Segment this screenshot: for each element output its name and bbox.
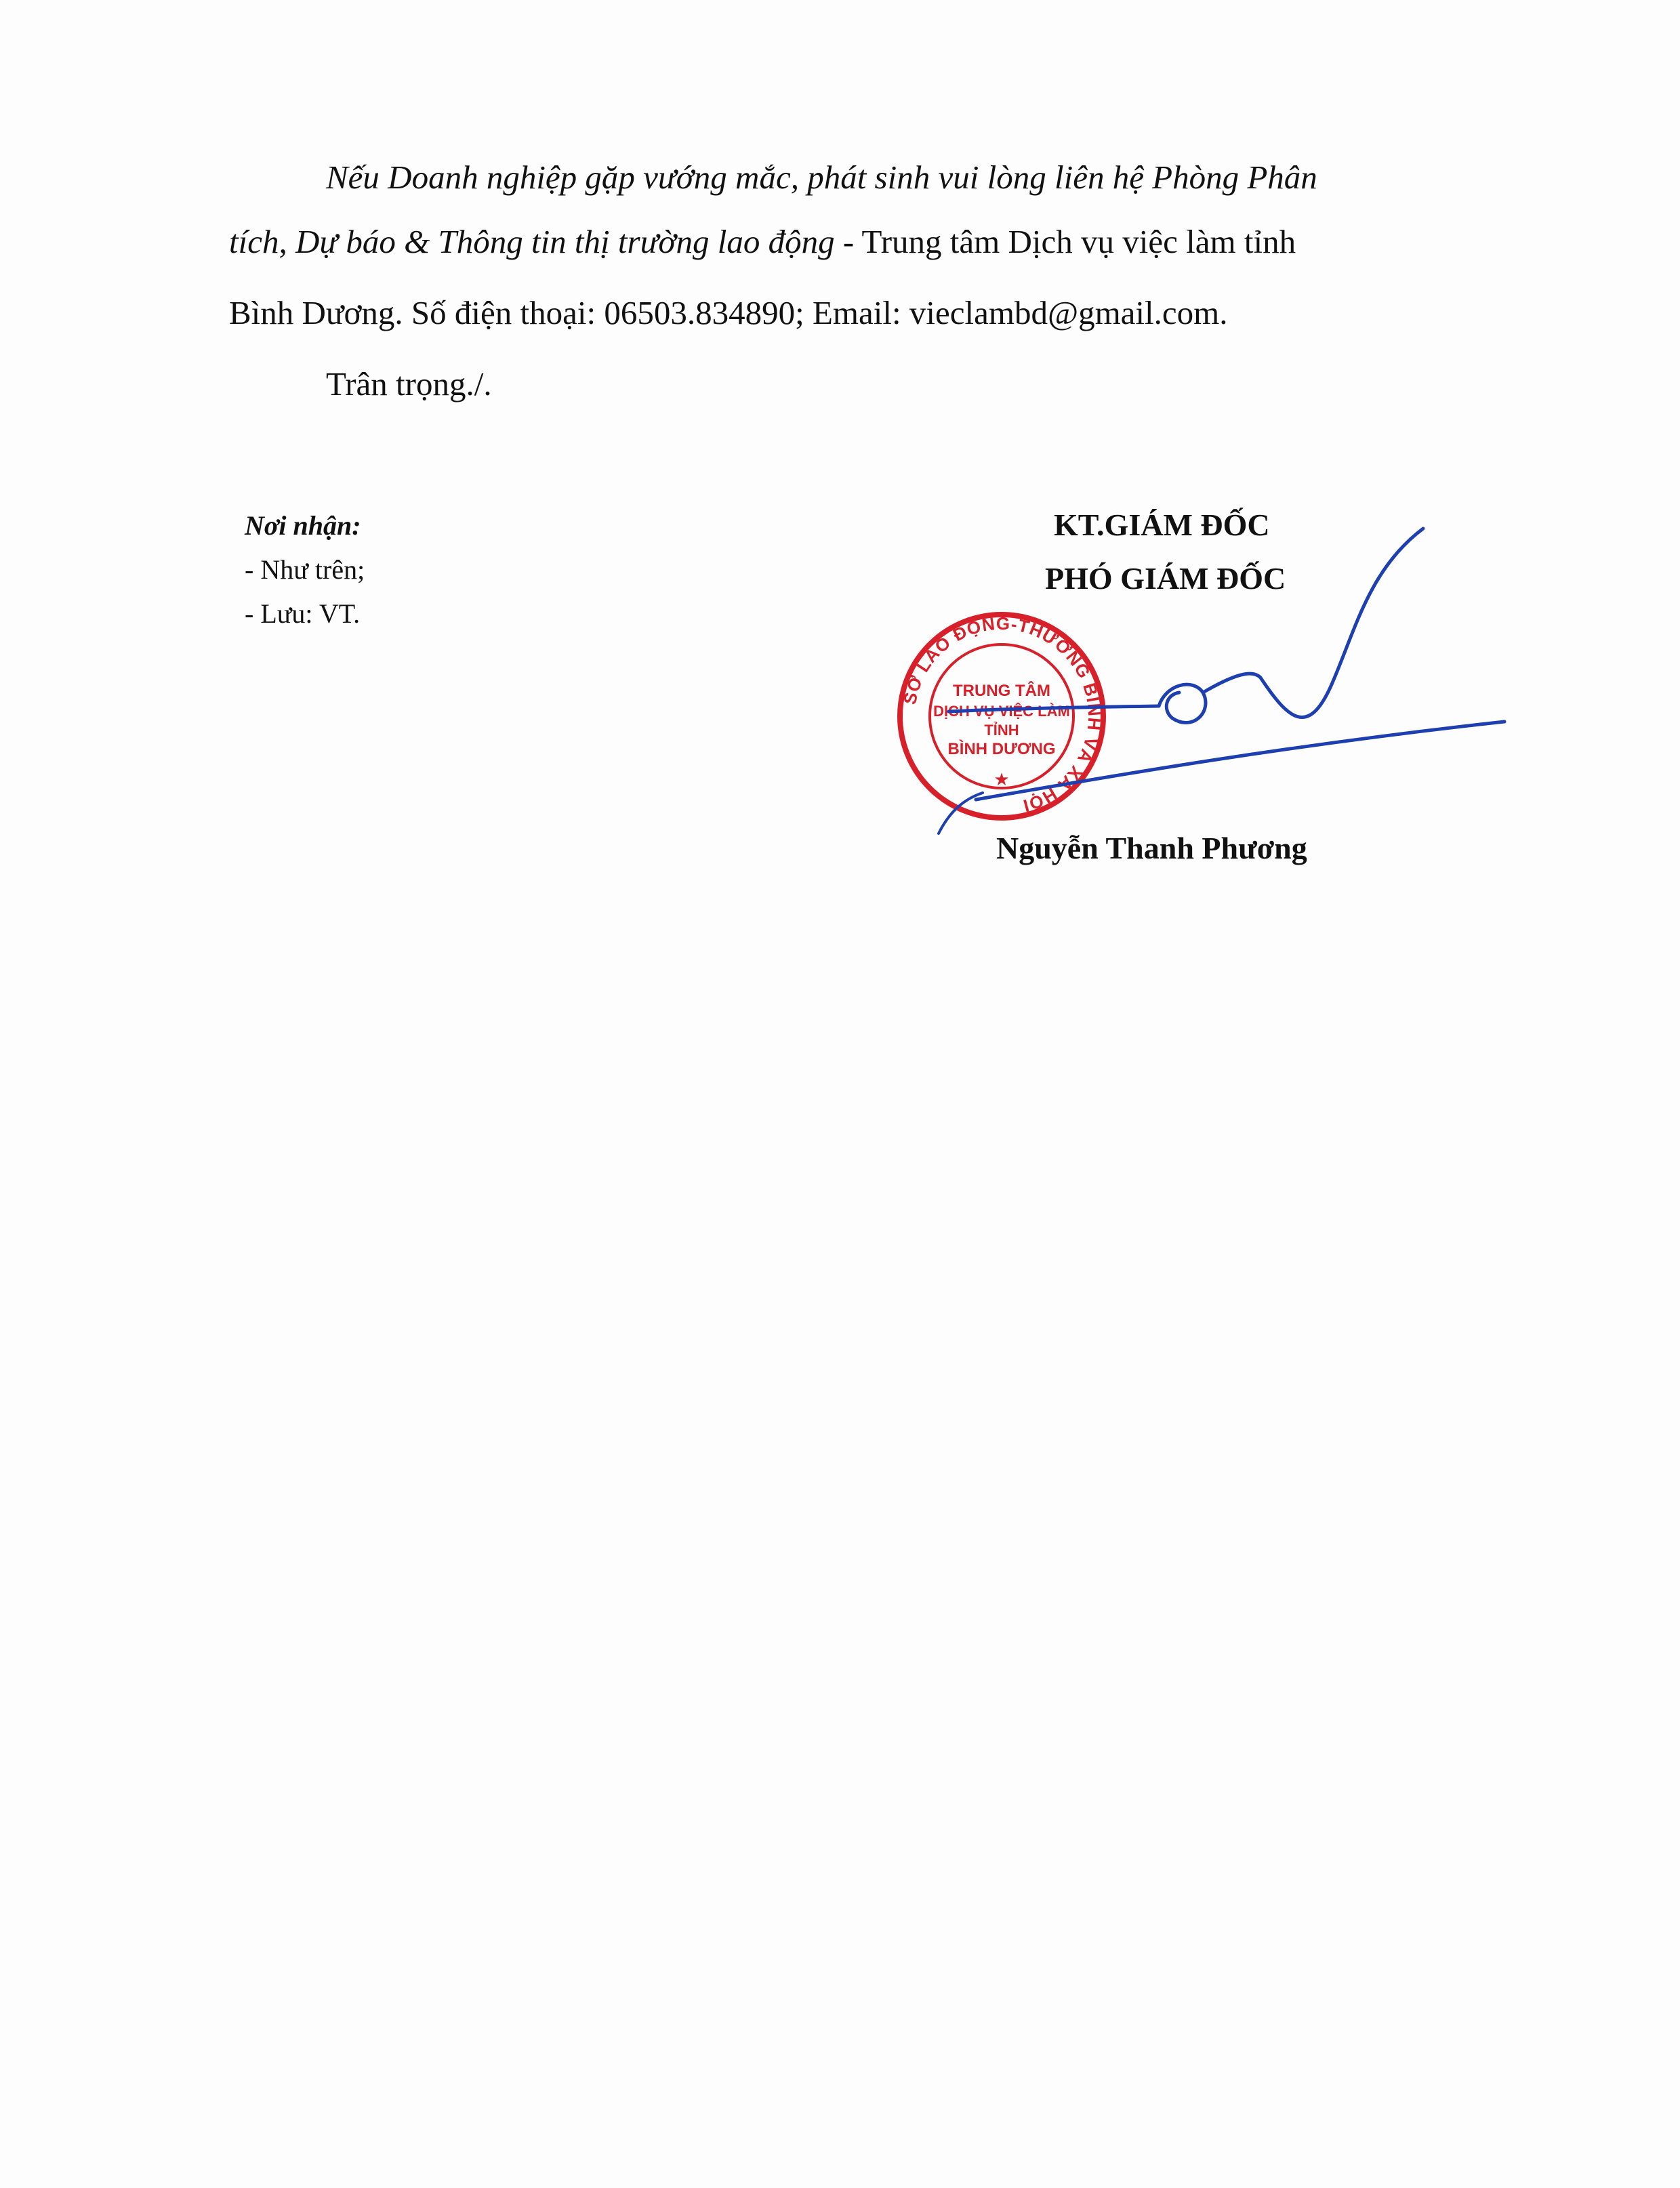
body-line-1: Nếu Doanh nghiệp gặp vướng mắc, phát sinh vui lòng liên hệ Phòng Phân [326,159,1317,196]
stamp-ring-text: SỞ LAO ĐỘNG-THƯƠNG BINH VÀ XÃ HỘI [899,613,1105,817]
body-line-2 [229,225,1296,258]
body-line-2-rest: - Trung tâm Dịch vụ việc làm tỉnh [834,223,1296,260]
stamp-center-line-1: TRUNG TÂM [953,682,1050,700]
stamp-center-line-4: BÌNH DƯƠNG [947,740,1056,758]
handwritten-signature [935,515,1511,867]
signature-title-2: PHÓ GIÁM ĐỐC [1045,561,1286,596]
stamp-center-line-2: DỊCH VỤ VIỆC LÀM [933,703,1070,720]
stamp-star-icon: ★ [993,770,1010,789]
signer-name: Nguyễn Thanh Phương [996,831,1307,865]
recipient-item: - Lưu: VT. [245,598,361,629]
body-line-3: Bình Dương. Số điện thoại: 06503.834890; Email: vieclambd@gmail.com. [229,294,1228,331]
body-line-2-italic: tích, Dự báo & Thông tin thị trường lao động [229,223,835,260]
recipient-item: - Như trên; [245,554,365,585]
signature-title-1: KT.GIÁM ĐỐC [1054,508,1270,542]
closing-regards: Trân trọng./. [326,365,492,402]
stamp-center-line-3: TỈNH [984,722,1019,739]
recipients-heading: Nơi nhận: [245,510,361,541]
recipients-block [245,510,365,642]
